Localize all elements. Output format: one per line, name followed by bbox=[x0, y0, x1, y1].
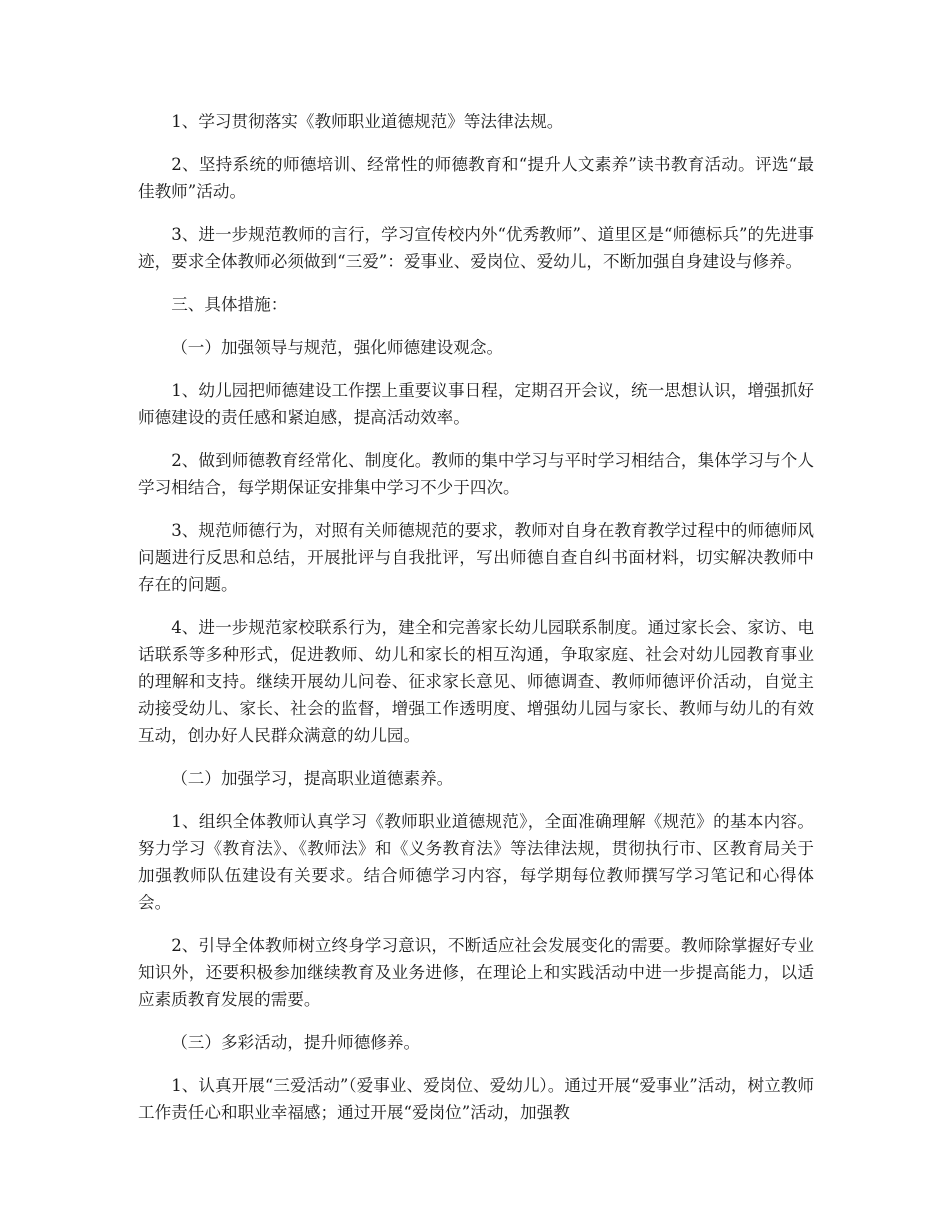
paragraph-10: 1、认真开展“三爱活动”（爱事业、爱岗位、爱幼儿）。通过开展“爱事业”活动，树立教师工作责任心和职业幸福感；通过开展“爱岗位”活动，加强教 bbox=[138, 1076, 814, 1122]
paragraph-5: 2、做到师德教育经常化、制度化。教师的集中学习与平时学习相结合，集体学习与个人学习相结合，每学期保证安排集中学习不少于四次。 bbox=[138, 451, 814, 497]
paragraph-8: 1、组织全体教师认真学习《教师职业道德规范》，全面准确理解《规范》的基本内容。努力学习《教育法》、《教师法》和《义务教育法》等法律法规，贯彻执行市、区教育局关于加强教师队伍建设有关要求。结合师德学习内容，每学期每位教师撰写学习笔记和心得体会。 bbox=[138, 812, 814, 912]
paragraph-9: 2、引导全体教师树立终身学习意识，不断适应社会发展变化的需要。教师除掌握好专业知识外，还要积极参加继续教育及业务进修，在理论上和实践活动中进一步提高能力，以适应素质教育发展的需要。 bbox=[138, 936, 814, 1009]
paragraph-3: 3、进一步规范教师的言行，学习宣传校内外“优秀教师”、道里区是“师德标兵”的先进事迹，要求全体教师必须做到“三爱”：爱事业、爱岗位、爱幼儿，不断加强自身建设与修养。 bbox=[138, 225, 814, 271]
subsection-heading-3: （三）多彩活动，提升师德修养。 bbox=[171, 1033, 421, 1052]
paragraph-2: 2、坚持系统的师德培训、经常性的师德教育和“提升人文素养”读书教育活动。评选“最佳教师”活动。 bbox=[138, 155, 814, 201]
paragraph-7: 4、进一步规范家校联系行为，建全和完善家长幼儿园联系制度。通过家长会、家访、电话联系等多种形式，促进教师、幼儿和家长的相互沟通，争取家庭、社会对幼儿园教育事业的理解和支持。继续开展幼儿问卷、征求家长意见、师德调查、教师师德评价活动，自觉主动接受幼儿、家长、社会的监督，增强工作透明度、增强幼儿园与家长、教师与幼儿的有效互动，创办好人民群众满意的幼儿园。 bbox=[138, 618, 814, 745]
paragraph-6: 3、规范师德行为，对照有关师德规范的要求，教师对自身在教育教学过程中的师德师风问题进行反思和总结，开展批评与自我批评，写出师德自查自纠书面材料，切实解决教师中存在的问题。 bbox=[138, 521, 814, 594]
subsection-heading-1: （一）加强领导与规范，强化师德建设观念。 bbox=[171, 338, 504, 357]
subsection-heading-2: （二）加强学习，提高职业道德素养。 bbox=[171, 769, 454, 788]
section-heading-measures: 三、具体措施： bbox=[171, 295, 288, 314]
document-body bbox=[138, 108, 814, 1142]
paragraph-1: 1、学习贯彻落实《教师职业道德规范》等法律法规。 bbox=[171, 112, 564, 131]
paragraph-4: 1、幼儿园把师德建设工作摆上重要议事日程，定期召开会议，统一思想认识，增强抓好师德建设的责任感和紧迫感，提高活动效率。 bbox=[138, 381, 814, 427]
